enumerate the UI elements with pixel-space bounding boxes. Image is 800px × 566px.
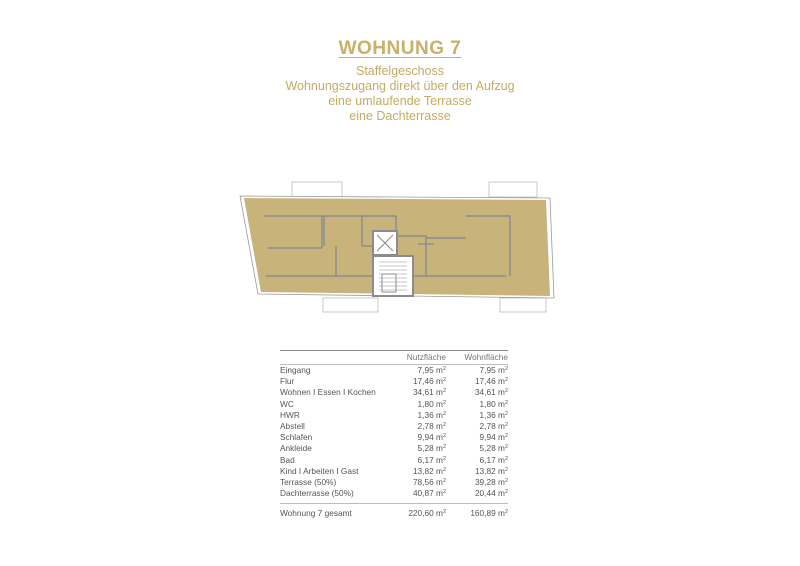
room-name: Terrasse (50%): [280, 476, 337, 487]
nutzflaeche-value: 2,78: [417, 420, 434, 431]
wohnflaeche-value: 13,82: [474, 465, 496, 476]
room-name: HWR: [280, 409, 300, 420]
col-header-nutzflaeche: Nutzfläche: [406, 352, 446, 362]
room-name: Schlafen: [280, 432, 313, 443]
terrace-block-bottom-left: [323, 298, 378, 312]
room-name: Kind I Arbeiten I Gast: [280, 465, 359, 476]
col-header-wohnflaeche: Wohnfläche: [464, 352, 508, 362]
table-total-row: Wohnung 7 gesamt 220,60 $m^2$ 160,89 $m^2$: [280, 508, 508, 519]
nutzflaeche-value: 6,17: [417, 454, 434, 465]
table-row: Terrasse (50%) 78,56 $m^2$ 39,28 $m^2$: [280, 476, 508, 487]
wohnflaeche-value: 7,95: [479, 365, 496, 375]
room-name: Dachterrasse (50%): [280, 488, 354, 499]
page-header: [0, 38, 800, 124]
room-name: Bad: [280, 454, 295, 465]
table-row: Abstell 2,78 $m^2$ 2,78 $m^2$: [280, 420, 508, 431]
nutzflaeche-value: 7,95: [417, 365, 434, 375]
table-body: [280, 365, 508, 499]
table-row: Flur 17,46 $m^2$ 17,46 $m^2$: [280, 376, 508, 387]
wohnflaeche-value: 5,28: [479, 443, 496, 454]
room-name: Eingang: [280, 365, 311, 375]
area-table: [280, 350, 508, 519]
subtitle-line-1: Staffelgeschoss: [355, 64, 445, 78]
wohnflaeche-value: 2,78: [479, 420, 496, 431]
wohnflaeche-value: 1,80: [479, 398, 496, 409]
nutzflaeche-value: 17,46: [412, 376, 434, 387]
room-name: Abstell: [280, 420, 305, 431]
table-row: Ankleide 5,28 $m^2$ 5,28 $m^2$: [280, 443, 508, 454]
nutzflaeche-value: 34,61: [412, 387, 434, 398]
wohnflaeche-value: 1,36: [479, 409, 496, 420]
total-wohn: 160,89: [470, 508, 496, 519]
table-row: Schlafen 9,94 $m^2$ 9,94 $m^2$: [280, 432, 508, 443]
terrace-block-top-right: [489, 182, 537, 197]
table-row: Kind I Arbeiten I Gast 13,82 $m^2$ 13,82 $m^2$: [280, 465, 508, 476]
table-total-rule: [280, 503, 508, 504]
table-row: Bad 6,17 $m^2$ 6,17 $m^2$: [280, 454, 508, 465]
room-name: Wohnen I Essen I Kochen: [280, 387, 376, 398]
wohnflaeche-value: 6,17: [479, 454, 496, 465]
table-row: Dachterrasse (50%) 40,87 $m^2$ 20,44 $m^2$: [280, 488, 508, 499]
nutzflaeche-value: 40,87: [412, 488, 434, 499]
room-name: WC: [280, 398, 294, 409]
nutzflaeche-value: 13,82: [412, 465, 434, 476]
nutzflaeche-value: 5,28: [417, 443, 434, 454]
table-row: HWR 1,36 $m^2$ 1,36 $m^2$: [280, 409, 508, 420]
subtitle-line-4: eine Dachterrasse: [349, 109, 451, 123]
total-nutz: 220,60: [408, 508, 434, 519]
room-name: Ankleide: [280, 443, 312, 454]
subtitle-line-2: Wohnungszugang direkt über den Aufzug: [285, 79, 515, 93]
table-row: WC 1,80 $m^2$ 1,80 $m^2$: [280, 398, 508, 409]
nutzflaeche-value: 1,80: [417, 398, 434, 409]
table-header-row: [280, 351, 508, 364]
table-row: Eingang 7,95 $m^2$ 7,95 $m^2$: [280, 365, 508, 375]
terrace-block-bottom-right: [500, 298, 546, 312]
page-title: WOHNUNG 7: [338, 38, 462, 59]
nutzflaeche-value: 78,56: [412, 476, 434, 487]
nutzflaeche-value: 1,36: [417, 409, 434, 420]
nutzflaeche-value: 9,94: [417, 432, 434, 443]
total-label: Wohnung 7 gesamt: [280, 508, 352, 519]
wohnflaeche-value: 20,44: [474, 488, 496, 499]
wohnflaeche-value: 9,94: [479, 432, 496, 443]
wohnflaeche-value: 17,46: [474, 376, 496, 387]
table-row: Wohnen I Essen I Kochen 34,61 $m^2$ 34,61 $m^2$: [280, 387, 508, 398]
subtitle-line-3: eine umlaufende Terrasse: [328, 94, 472, 108]
wohnflaeche-value: 34,61: [474, 387, 496, 398]
room-name: Flur: [280, 376, 295, 387]
wohnflaeche-value: 39,28: [474, 476, 496, 487]
terrace-block-top-left: [292, 182, 342, 197]
floor-plan: [236, 176, 556, 316]
